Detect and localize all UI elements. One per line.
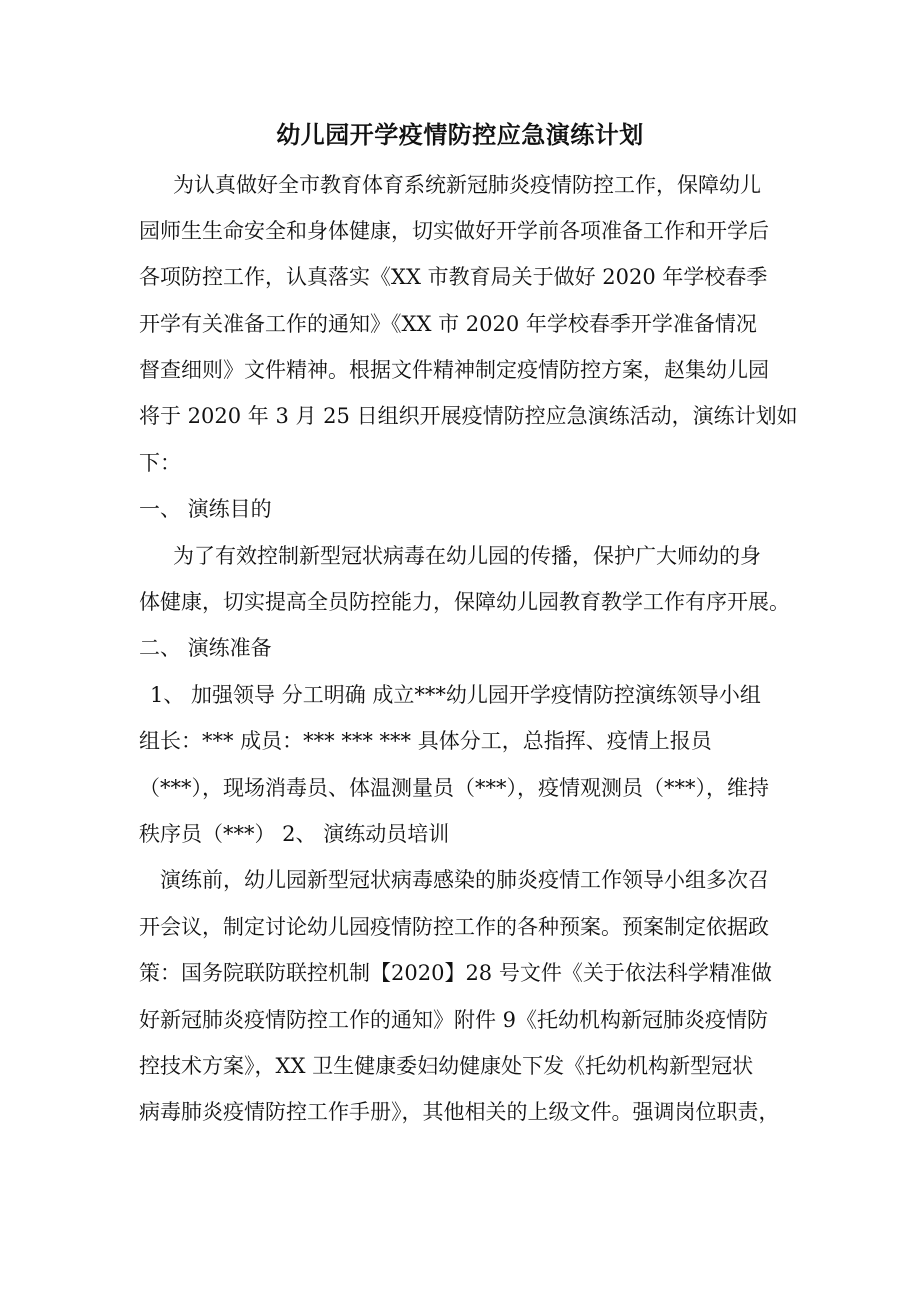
paragraph-line: 病毒肺炎疫情防控工作手册》，其他相关的上级文件。强调岗位职责， [139, 1100, 780, 1124]
paragraph-line: 组长：*** 成员：*** *** *** 具体分工，总指挥、疫情上报员 [139, 729, 712, 753]
paragraph-line: （***），现场消毒员、体温测量员（***），疫情观测员（***），维持 [139, 776, 769, 800]
paragraph-line: 为了有效控制新型冠状病毒在幼儿园的传播，保护广大师幼的身 [173, 544, 761, 568]
paragraph-line: 1、 加强领导 分工明确 成立***幼儿园开学疫情防控演练领导小组 [150, 683, 761, 707]
paragraph-line: 下： [139, 451, 181, 475]
paragraph-line: 将于 2020 年 3 月 25 日组织开展疫情防控应急演练活动，演练计划如 [139, 404, 798, 428]
paragraph-line: 开会议，制定讨论幼儿园疫情防控工作的各种预案。预案制定依据政 [139, 915, 769, 939]
paragraph-line: 督查细则》文件精神。根据文件精神制定疫情防控方案，赵集幼儿园 [139, 358, 769, 382]
paragraph-line: 演练前，幼儿园新型冠状病毒感染的肺炎疫情工作领导小组多次召 [160, 868, 769, 892]
paragraph-line: 各项防控工作，认真落实《XX 市教育局关于做好 2020 年学校春季 [139, 265, 768, 289]
document-title: 幼儿园开学疫情防控应急演练计划 [276, 120, 644, 149]
paragraph-line: 好新冠肺炎疫情防控工作的通知》附件 9《托幼机构新冠肺炎疫情防 [139, 1008, 769, 1032]
paragraph-line: 开学有关准备工作的通知》《XX 市 2020 年学校春季开学准备情况 [139, 312, 757, 336]
paragraph-line: 策：国务院联防联控机制【2020】28 号文件《关于依法科学精准做 [139, 961, 772, 985]
paragraph-line: 控技术方案》，XX 卫生健康委妇幼健康处下发《托幼机构新型冠状 [139, 1054, 754, 1078]
paragraph-line: 秩序员（***） 2、 演练动员培训 [139, 822, 450, 846]
paragraph-line: 体健康，切实提高全员防控能力，保障幼儿园教育教学工作有序开展。 [139, 590, 790, 614]
paragraph-line: 园师生生命安全和身体健康，切实做好开学前各项准备工作和开学后 [139, 219, 769, 243]
section-heading: 一、 演练目的 [139, 497, 272, 521]
paragraph-line: 为认真做好全市教育体育系统新冠肺炎疫情防控工作，保障幼儿 [173, 173, 761, 197]
section-heading: 二、 演练准备 [139, 636, 272, 660]
